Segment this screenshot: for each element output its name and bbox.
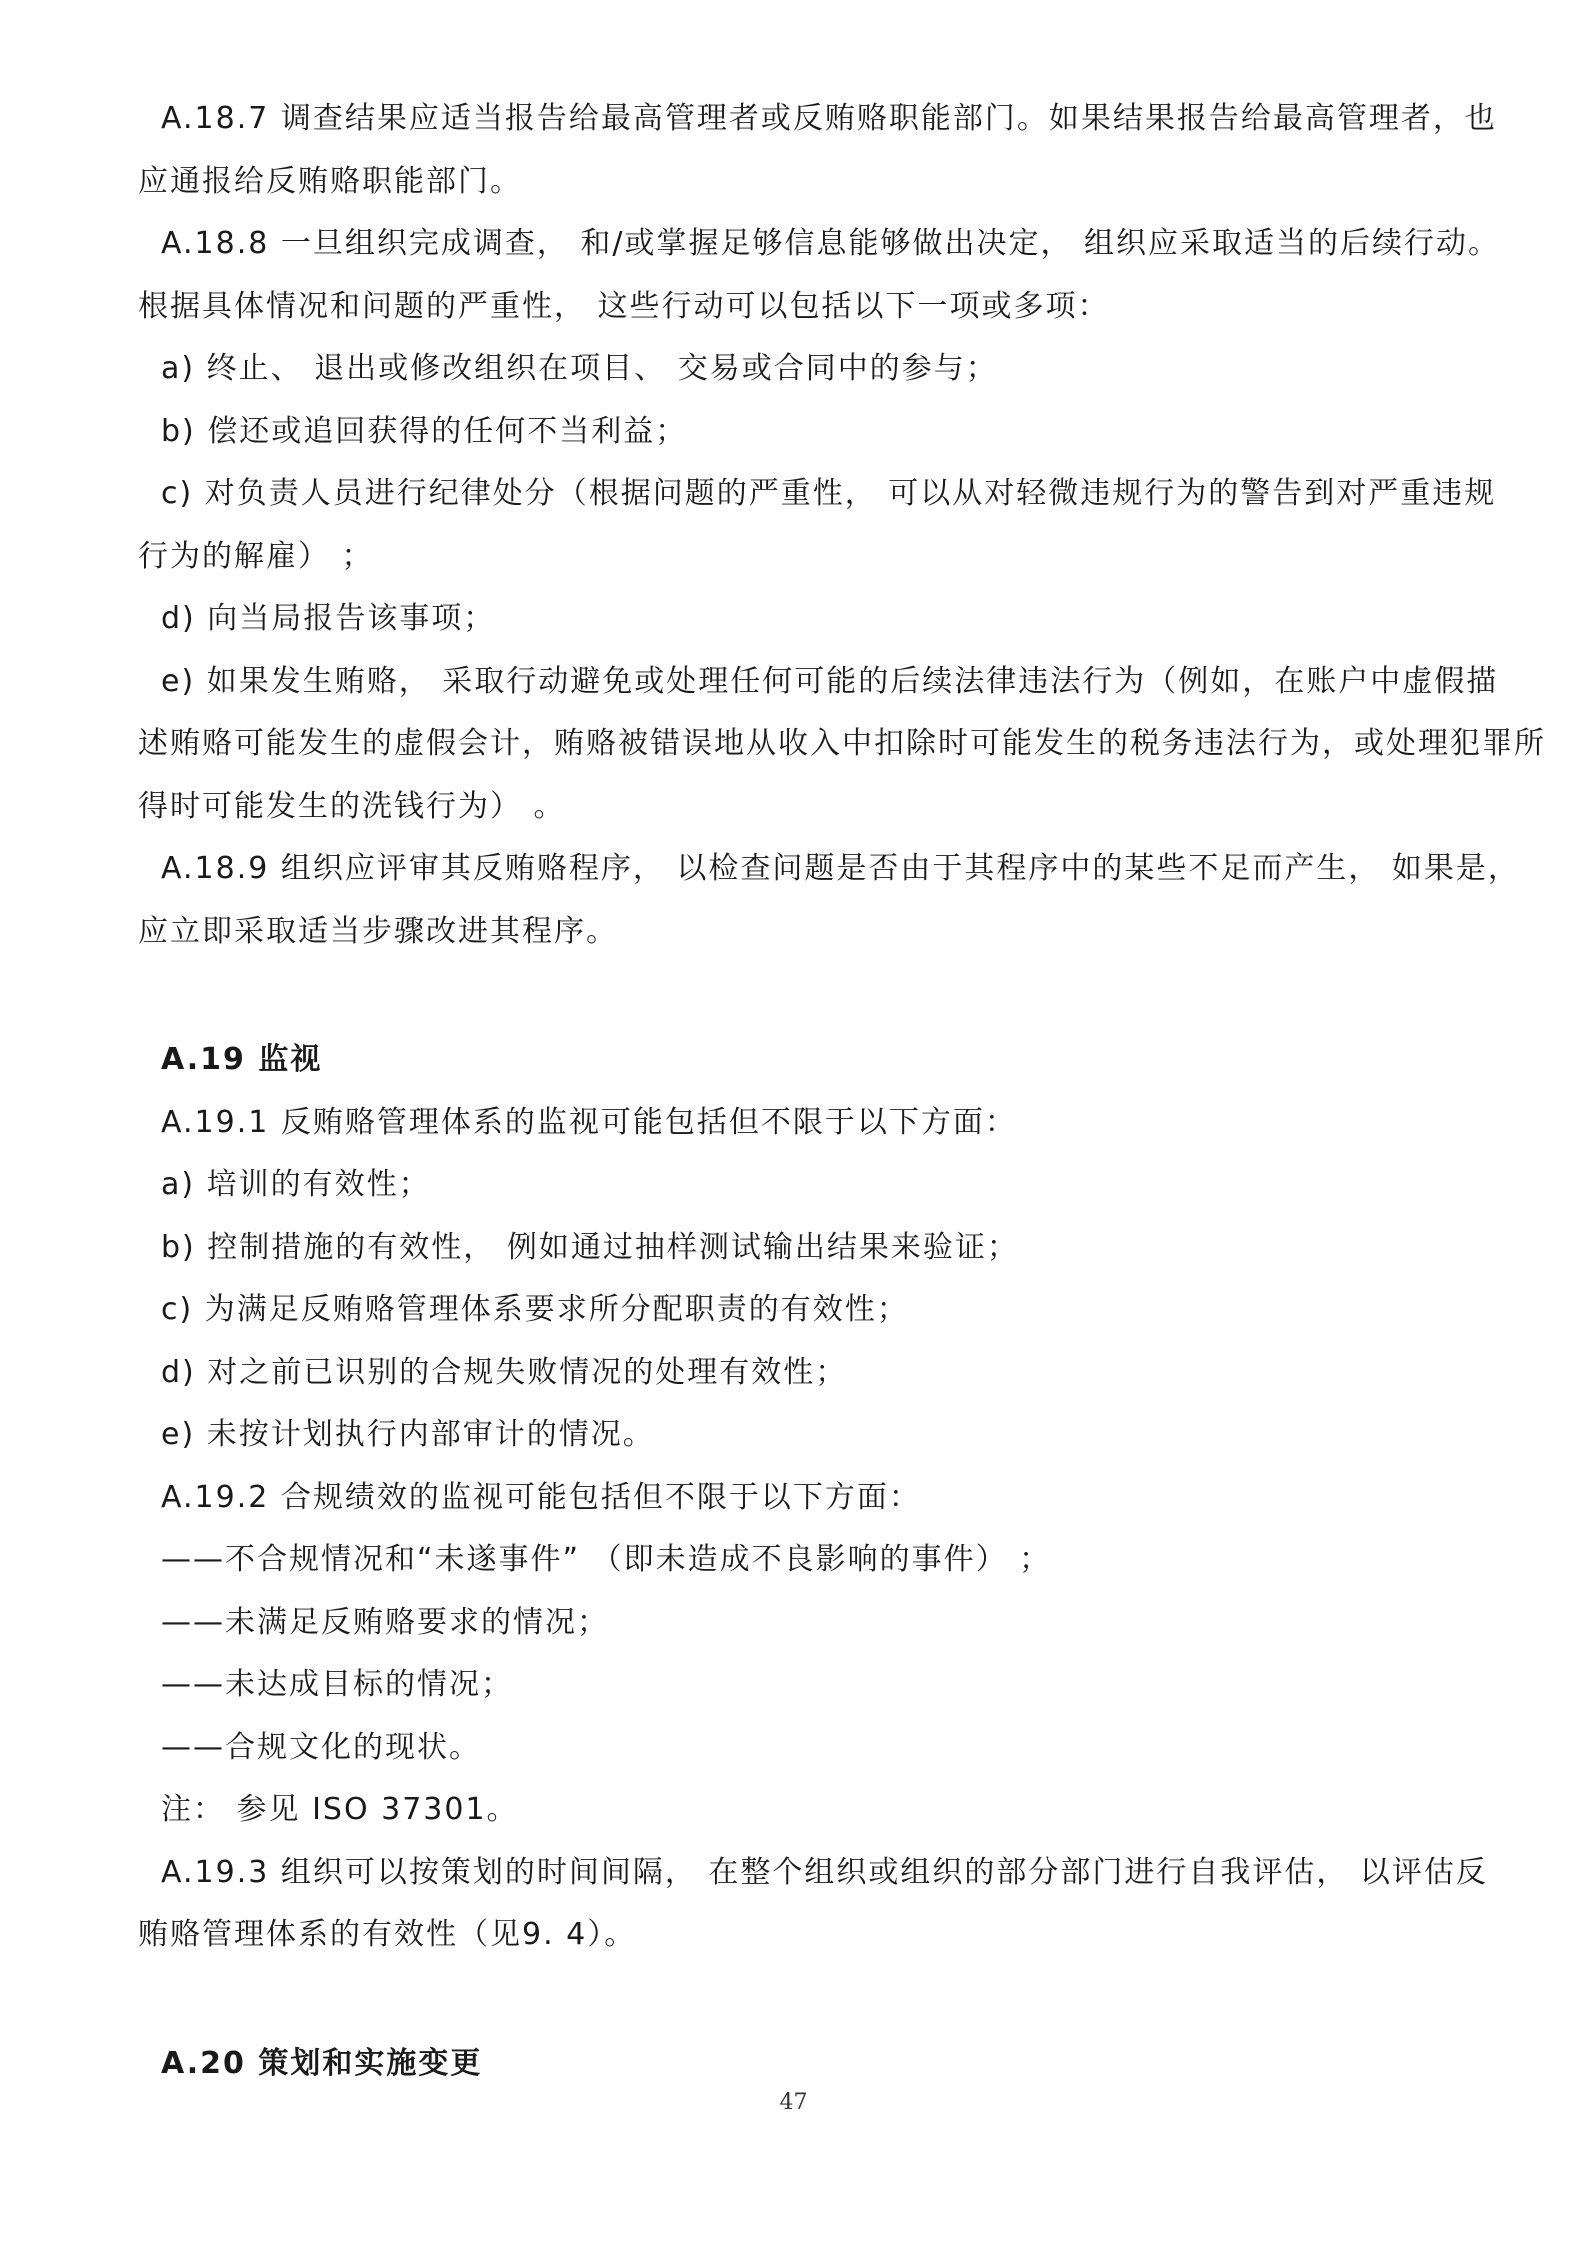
paragraph-line: 贿赂管理体系的有效性（见9. 4）。 xyxy=(138,1917,637,1952)
section-heading-a19: A.19 监视 xyxy=(161,1042,323,1077)
list-item: b) 偿还或追回获得的任何不当利益； xyxy=(161,413,688,449)
list-item: ——未满足反贿赂要求的情况； xyxy=(161,1604,609,1640)
list-item: e) 如果发生贿赂， 采取行动避免或处理任何可能的后续法律违法行为（例如，在账户中虚假描 xyxy=(161,663,1499,699)
document-body xyxy=(0,88,1587,2095)
list-item: d) 向当局报告该事项； xyxy=(161,601,496,636)
paragraph-line: 根据具体情况和问题的严重性， 这些行动可以包括以下一项或多项： xyxy=(138,288,1110,324)
list-item: e) 未按计划执行内部审计的情况。 xyxy=(161,1417,655,1452)
list-item: b) 控制措施的有效性， 例如通过抽样测试输出结果来验证； xyxy=(161,1229,1019,1265)
list-item: ——未达成目标的情况； xyxy=(161,1667,513,1702)
list-item: a) 培训的有效性； xyxy=(161,1167,431,1202)
paragraph-line: A.18.7 调查结果应适当报告给最高管理者或反贿赂职能部门。如果结果报告给最高管理者，也 xyxy=(161,101,1497,136)
paragraph-line: 行为的解雇） ； xyxy=(138,538,374,574)
paragraph-line: 应立即采取适当步骤改进其程序。 xyxy=(138,913,618,949)
note-line: 注： 参见 ISO 37301。 xyxy=(161,1792,519,1827)
paragraph-line: 得时可能发生的洗钱行为） 。 xyxy=(138,788,566,824)
list-item: d) 对之前已识别的合规失败情况的处理有效性； xyxy=(161,1354,848,1390)
section-heading-a20: A.20 策划和实施变更 xyxy=(161,2045,483,2081)
spacer xyxy=(0,1967,1587,2033)
list-item: c) 为满足反贿赂管理体系要求所分配职责的有效性； xyxy=(161,1292,909,1327)
paragraph-line: 应通报给反贿赂职能部门。 xyxy=(138,163,522,199)
paragraph-line: A.19.1 反贿赂管理体系的监视可能包括但不限于以下方面： xyxy=(161,1104,1017,1140)
paragraph-line: A.19.2 合规绩效的监视可能包括但不限于以下方面： xyxy=(161,1479,921,1515)
list-item: ——合规文化的现状。 xyxy=(161,1729,481,1765)
paragraph-line: A.19.3 组织可以按策划的时间间隔， 在整个组织或组织的部分部门进行自我评估， 以评估反 xyxy=(161,1854,1488,1890)
list-item: a) 终止、 退出或修改组织在项目、 交易或合同中的参与； xyxy=(161,351,998,386)
paragraph-line: 述贿赂可能发生的虚假会计，贿赂被错误地从收入中扣除时可能发生的税务违法行为，或处理犯罪所 xyxy=(138,726,1546,761)
paragraph-line: A.18.8 一旦组织完成调查， 和/或掌握足够信息能够做出决定， 组织应采取适当的后续行动。 xyxy=(161,226,1501,261)
list-item: c) 对负责人员进行纪律处分（根据问题的严重性， 可以从对轻微违规行为的警告到对严重违规 xyxy=(161,476,1497,511)
paragraph-line: A.18.9 组织应评审其反贿赂程序， 以检查问题是否由于其程序中的某些不足而产生， 如果是， xyxy=(161,851,1520,886)
page-number: 47 xyxy=(779,2090,808,2115)
spacer xyxy=(0,963,1587,1029)
list-item: ——不合规情况和“未遂事件” （即未造成不良影响的事件） ； xyxy=(161,1542,1052,1577)
